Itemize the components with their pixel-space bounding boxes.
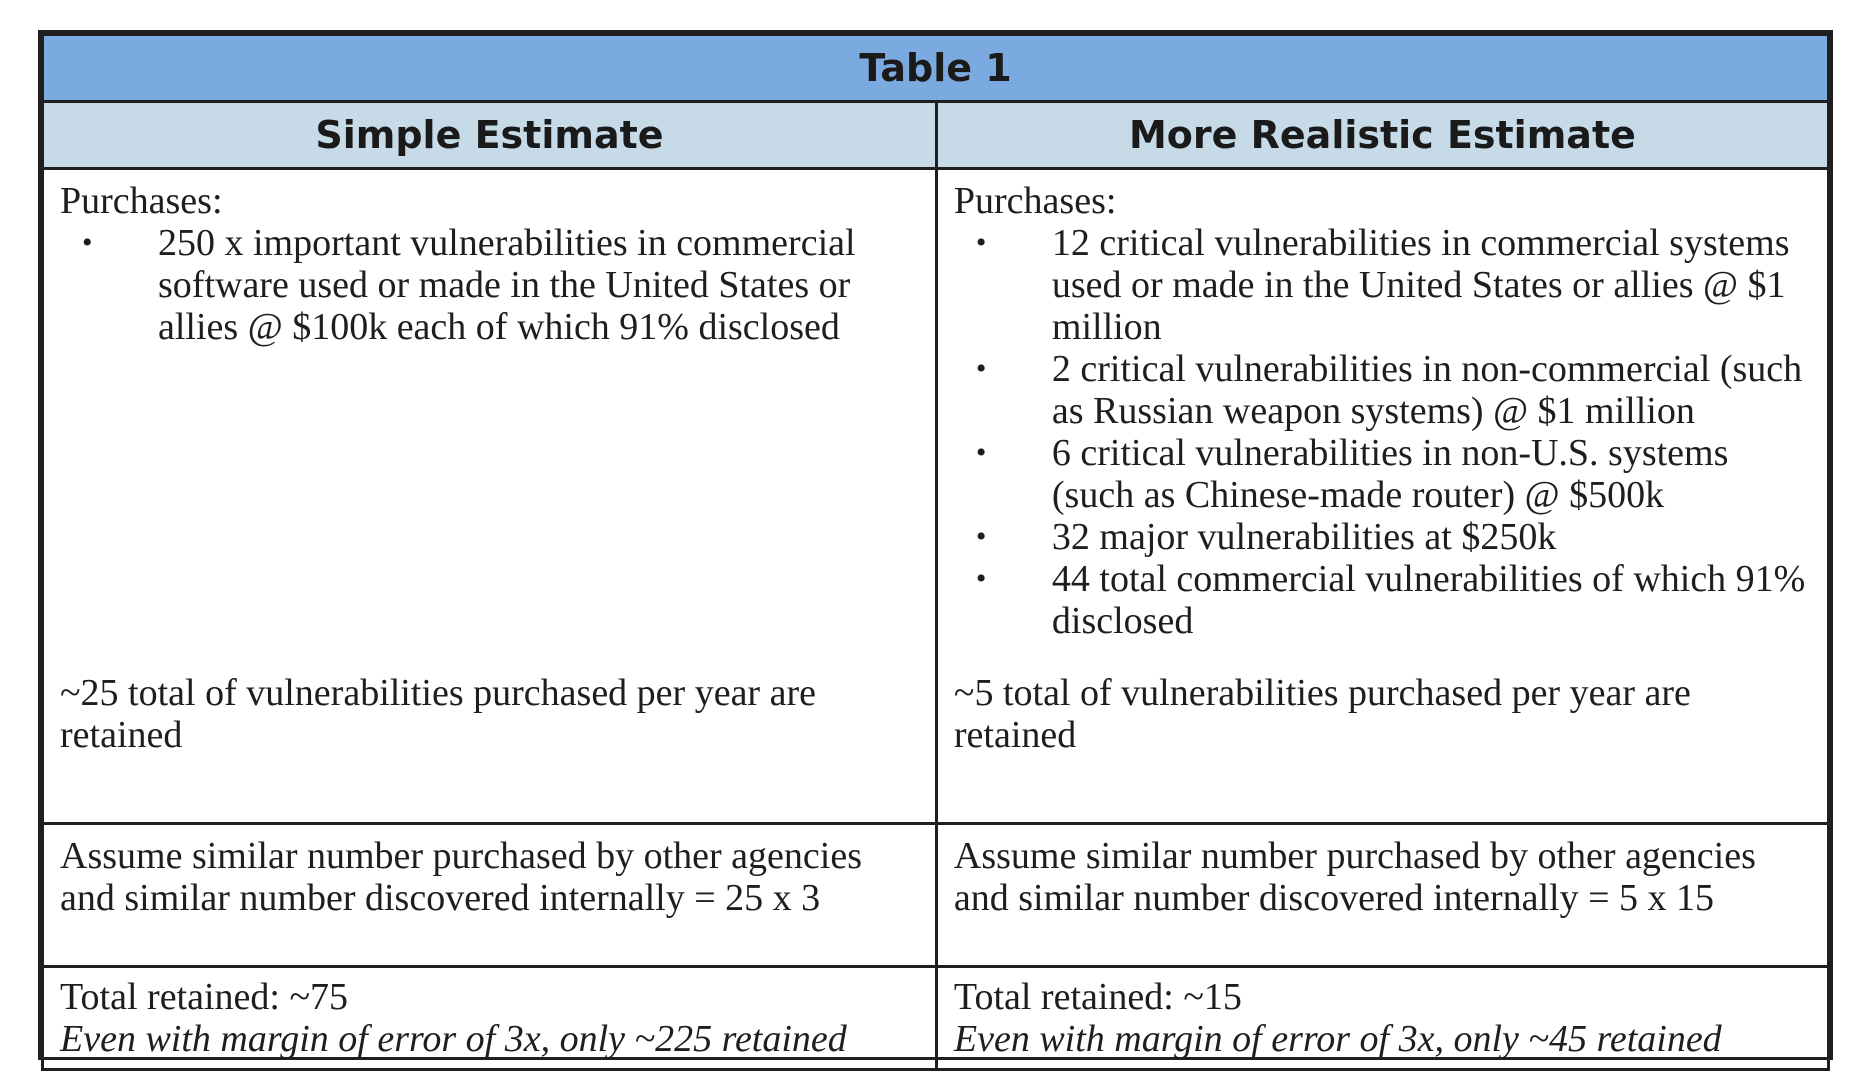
- margin-note: Even with margin of error of 3x, only ~225 retained: [60, 1018, 847, 1060]
- total-retained: Total retained: ~15: [953, 976, 1242, 1018]
- bullet-icon: •: [82, 226, 93, 259]
- purchase-list: [954, 222, 1811, 642]
- purchases-cell-realistic: [936, 169, 1828, 824]
- assumption-cell-realistic: [936, 824, 1828, 967]
- list-item: • 32 major vulnerabilities at $250k: [975, 516, 1557, 558]
- list-item: • 12 critical vulnerabilities in commercial systems used or made in the United States or allies @ $1 million: [975, 222, 1790, 348]
- bullet-icon: •: [975, 226, 987, 259]
- bullet-icon: •: [975, 436, 987, 469]
- purchases-cell-simple: [43, 169, 937, 824]
- estimate-table: [38, 30, 1833, 1060]
- table-grid: [41, 33, 1830, 1071]
- bullet-icon: •: [975, 520, 987, 553]
- purchases-label: Purchases:: [60, 180, 223, 222]
- bullet-icon: •: [975, 352, 987, 385]
- purchases-label: Purchases:: [953, 180, 1117, 222]
- total-cell-simple: [43, 967, 937, 1070]
- assumption-cell-simple: [43, 824, 937, 967]
- column-header-simple: Simple Estimate: [43, 102, 937, 169]
- list-item: • 250 x important vulnerabilities in commercial software used or made in the United States or allies @ $100k each of which 91% disclosed: [82, 222, 856, 348]
- retained-summary: ~25 total of vulnerabilities purchased per year are retained: [60, 672, 816, 756]
- retained-summary: ~5 total of vulnerabilities purchased per year are retained: [953, 672, 1691, 756]
- purchase-list: [60, 222, 919, 348]
- bullet-icon: •: [975, 562, 987, 595]
- assumption-text: Assume similar number purchased by other agencies and similar number discovered internally = 25 x 3: [60, 835, 862, 919]
- total-cell-realistic: [936, 967, 1828, 1070]
- margin-note: Even with margin of error of 3x, only ~45 retained: [953, 1018, 1722, 1060]
- table-title: Table 1: [43, 35, 1829, 102]
- list-item: • 6 critical vulnerabilities in non-U.S. systems (such as Chinese-made router) @ $500k: [975, 432, 1729, 516]
- list-item: • 2 critical vulnerabilities in non-commercial (such as Russian weapon systems) @ $1 million: [975, 348, 1803, 432]
- total-retained: Total retained: ~75: [60, 976, 349, 1018]
- assumption-text: Assume similar number purchased by other agencies and similar number discovered internally = 5 x 15: [953, 835, 1756, 919]
- list-item: • 44 total commercial vulnerabilities of which 91% disclosed: [975, 558, 1806, 642]
- column-header-realistic: More Realistic Estimate: [936, 102, 1828, 169]
